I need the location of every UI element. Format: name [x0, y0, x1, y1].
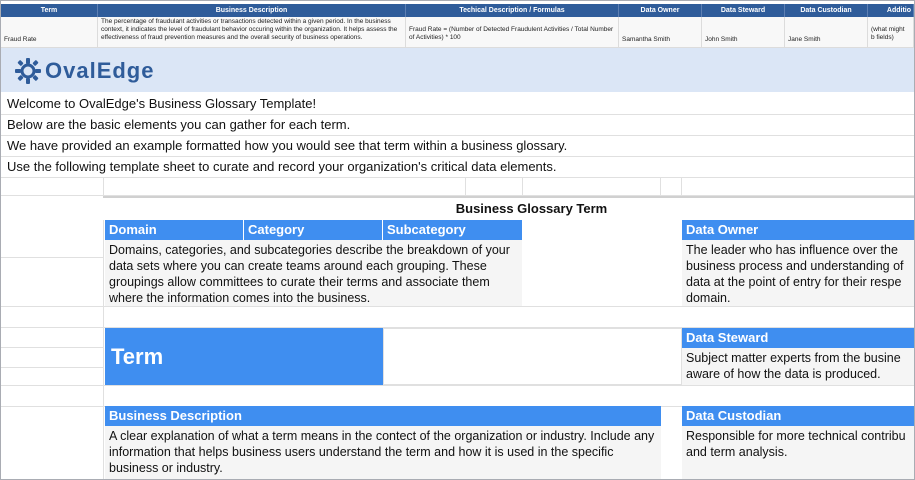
business-description-text: A clear explanation of what a term means in the contect of the organization or industry. Include any information that helps business users understand the term and how it is used in the specific business or industry. — [105, 426, 661, 479]
intro-line-2: Below are the basic elements you can gather for each term. — [7, 117, 351, 132]
data-custodian-label[interactable]: Data Custodian — [682, 406, 914, 426]
data-steward-description: Subject matter experts from the busine aware of how the data is produced. — [682, 348, 914, 385]
header-data-owner[interactable]: Data Owner — [619, 4, 702, 17]
data-owner-label[interactable]: Data Owner — [682, 220, 914, 240]
grid-line — [1, 257, 103, 258]
grid-line — [1, 156, 914, 157]
card-title-row — [103, 196, 914, 220]
header-business-description[interactable]: Business Description — [98, 4, 406, 17]
term-value-cell[interactable] — [383, 328, 682, 385]
intro-line-4: Use the following template sheet to curate and record your organization's critical data elements. — [7, 159, 557, 174]
cell-steward[interactable] — [702, 17, 785, 48]
header-additional[interactable]: Additio — [868, 4, 914, 17]
intro-line-3: We have provided an example formatted how you would see that term within a business glossary. — [7, 138, 568, 153]
domain-description: Domains, categories, and subcategories describe the breakdown of your data sets where you can create teams around each grouping. These groupings allow committees to curate their terms and associate them where the information comes into the business. — [105, 240, 522, 306]
domain-label[interactable]: Domain — [105, 220, 243, 240]
grid-line — [660, 177, 661, 197]
cell-business-description[interactable]: The percentage of fraudulant activities or transactions detected within a given period. In the business context, it indicates the level of fraudulant behavior occuring within the organization. It helps assess the effectiveness of fraud prevention measures and the overall security of business operations. — [98, 17, 406, 48]
card-title: Business Glossary Term — [455, 201, 608, 216]
grid-line — [522, 177, 523, 197]
grid-line — [1, 177, 914, 178]
grid-line — [103, 177, 104, 479]
header-technical-description[interactable]: Techical Description / Formulas — [406, 4, 619, 17]
data-owner-description: The leader who has influence over the business process and understanding of data at the point of entry for their respe domain. — [682, 240, 914, 306]
cell-custodian[interactable] — [785, 17, 868, 48]
grid-line — [1, 347, 103, 348]
cell-technical[interactable]: Fraud Rate = (Number of Detected Fraudulent Activities / Total Number of Activities) * 100 — [406, 17, 619, 48]
grid-line — [681, 177, 682, 197]
cell-term[interactable] — [1, 17, 98, 48]
intro-line-1: Welcome to OvalEdge's Business Glossary Template! — [7, 96, 317, 111]
grid-line — [1, 306, 914, 307]
cell-owner-text: Samantha Smith — [622, 36, 671, 43]
grid-line — [1, 114, 914, 115]
data-steward-label[interactable]: Data Steward — [682, 328, 914, 348]
cell-custodian-text: Jane Smith — [788, 36, 821, 43]
grid-line — [465, 177, 466, 197]
header-data-steward[interactable]: Data Steward — [702, 4, 785, 17]
business-description-label[interactable]: Business Description — [105, 406, 661, 426]
term-title[interactable]: Term — [105, 328, 383, 385]
cell-owner[interactable] — [619, 17, 702, 48]
grid-line — [1, 385, 914, 386]
cell-additional[interactable]: (what might b fields) — [868, 17, 914, 48]
grid-line — [1, 367, 103, 368]
logo-text: OvalEdge — [45, 58, 155, 83]
category-label[interactable]: Category — [244, 220, 382, 240]
header-term[interactable]: Term — [1, 4, 98, 17]
logo-band — [1, 48, 914, 92]
cell-steward-text: John Smith — [705, 36, 738, 43]
header-data-custodian[interactable]: Data Custodian — [785, 4, 868, 17]
cell-term-text: Fraud Rate — [4, 36, 37, 43]
grid-line — [1, 135, 914, 136]
subcategory-label[interactable]: Subcategory — [383, 220, 522, 240]
data-custodian-description: Responsible for more technical contribu and term analysis. — [682, 426, 914, 479]
gear-icon — [15, 58, 41, 84]
